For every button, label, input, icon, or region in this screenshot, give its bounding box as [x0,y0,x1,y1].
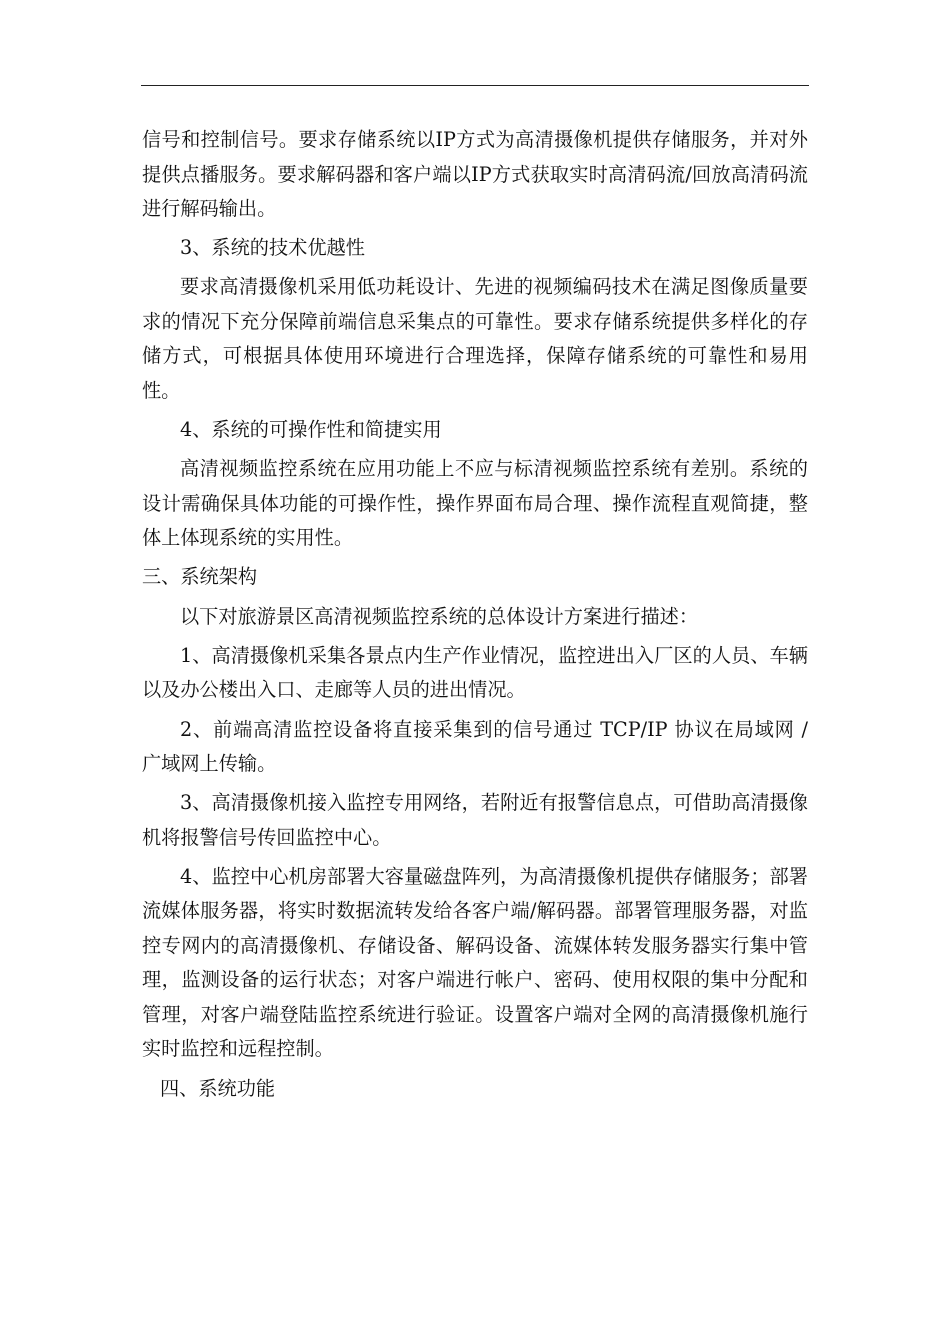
paragraph-operability: 高清视频监控系统在应用功能上不应与标清视频监控系统有差别。系统的设计需确保具体功能的可操作性，操作界面布局合理、操作流程直观简捷，整体上体现系统的实用性。 [142,457,808,550]
subheading-operability: 4、系统的可操作性和简捷实用 [180,418,442,442]
header-rule [141,85,809,86]
section-heading-functions: 四、系统功能 [160,1076,276,1100]
list-item-3: 3、高清摄像机接入监控专用网络，若附近有报警信息点，可借助高清摄像机将报警信号传回监控中心。 [142,791,808,849]
paragraph-continuation: 信号和控制信号。要求存储系统以IP方式为高清摄像机提供存储服务，并对外提供点播服务。要求解码器和客户端以IP方式获取实时高清码流/回放高清码流进行解码输出。 [142,128,808,220]
list-item-4: 4、监控中心机房部署大容量磁盘阵列，为高清摄像机提供存储服务；部署流媒体服务器，将实时数据流转发给各客户端/解码器。部署管理服务器，对监控专网内的高清摄像机、存储设备、解码设备、流媒体转发服务器实行集中管理，监测设备的运行状态；对客户端进行帐户、密码、使用权限的集中分配和管理，对客户端登陆监控系统进行验证。设置客户端对全网的高清摄像机施行实时监控和远程控制。 [142,864,808,1061]
subheading-technical-superiority: 3、系统的技术优越性 [180,236,365,260]
section-heading-architecture: 三、系统架构 [142,565,258,589]
paragraph-architecture-intro: 以下对旅游景区高清视频监控系统的总体设计方案进行描述： [180,604,699,628]
document-body [142,123,808,1111]
paragraph-technical-superiority: 要求高清摄像机采用低功耗设计、先进的视频编码技术在满足图像质量要求的情况下充分保障前端信息采集点的可靠性。要求存储系统提供多样化的存储方式，可根据具体使用环境进行合理选择，保障存储系统的可靠性和易用性。 [142,275,808,402]
list-item-2: 2、前端高清监控设备将直接采集到的信号通过 TCP/IP 协议在局域网 / 广域网上传输。 [142,717,808,775]
list-item-1: 1、高清摄像机采集各景点内生产作业情况，监控进出入厂区的人员、车辆以及办公楼出入口、走廊等人员的进出情况。 [142,643,808,702]
